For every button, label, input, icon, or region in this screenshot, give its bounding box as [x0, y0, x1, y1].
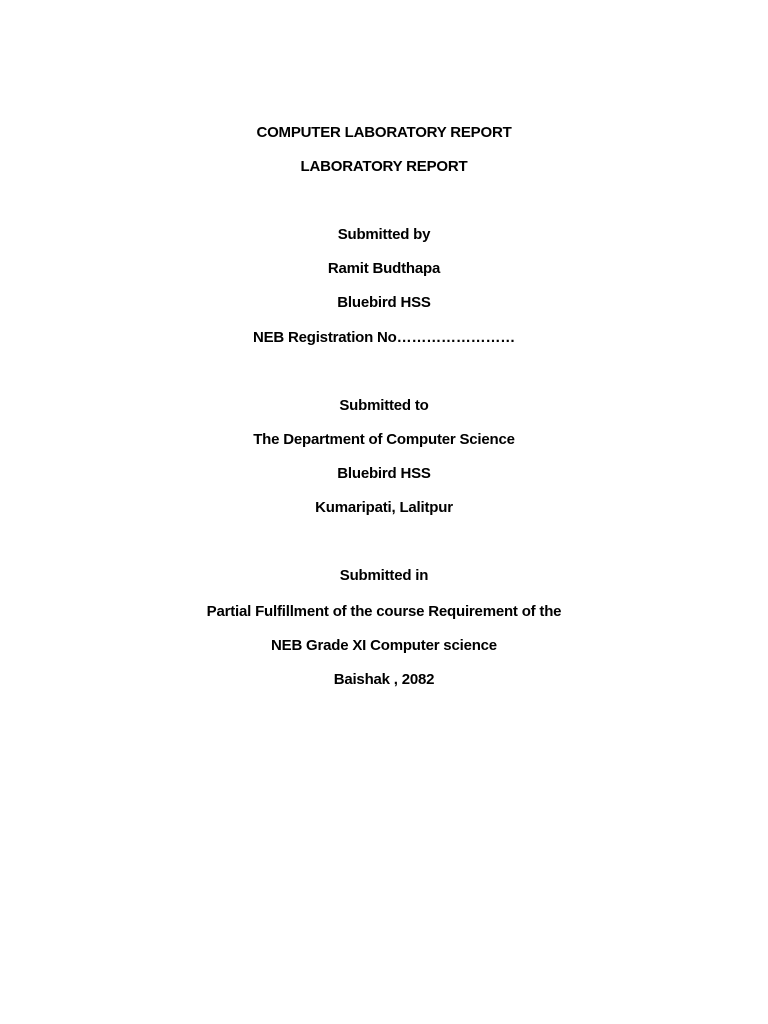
recipient-school: Bluebird HSS [337, 465, 431, 482]
submission-date: Baishak , 2082 [333, 671, 435, 688]
recipient-location: Kumaripati, Lalitpur [315, 499, 453, 516]
report-subtitle: LABORATORY REPORT [300, 158, 468, 175]
department-name: The Department of Computer Science [253, 431, 515, 448]
submitted-by-heading: Submitted by [337, 226, 431, 243]
registration-number: NEB Registration No…………………… [252, 329, 516, 346]
report-title: COMPUTER LABORATORY REPORT [256, 124, 512, 141]
course-name: NEB Grade XI Computer science [271, 637, 497, 654]
student-school: Bluebird HSS [337, 294, 431, 311]
submitted-to-heading: Submitted to [339, 397, 429, 414]
submitted-in-heading: Submitted in [339, 567, 429, 584]
purpose-statement: Partial Fulfillment of the course Requirement of the [206, 603, 562, 620]
student-name: Ramit Budthapa [327, 260, 441, 277]
